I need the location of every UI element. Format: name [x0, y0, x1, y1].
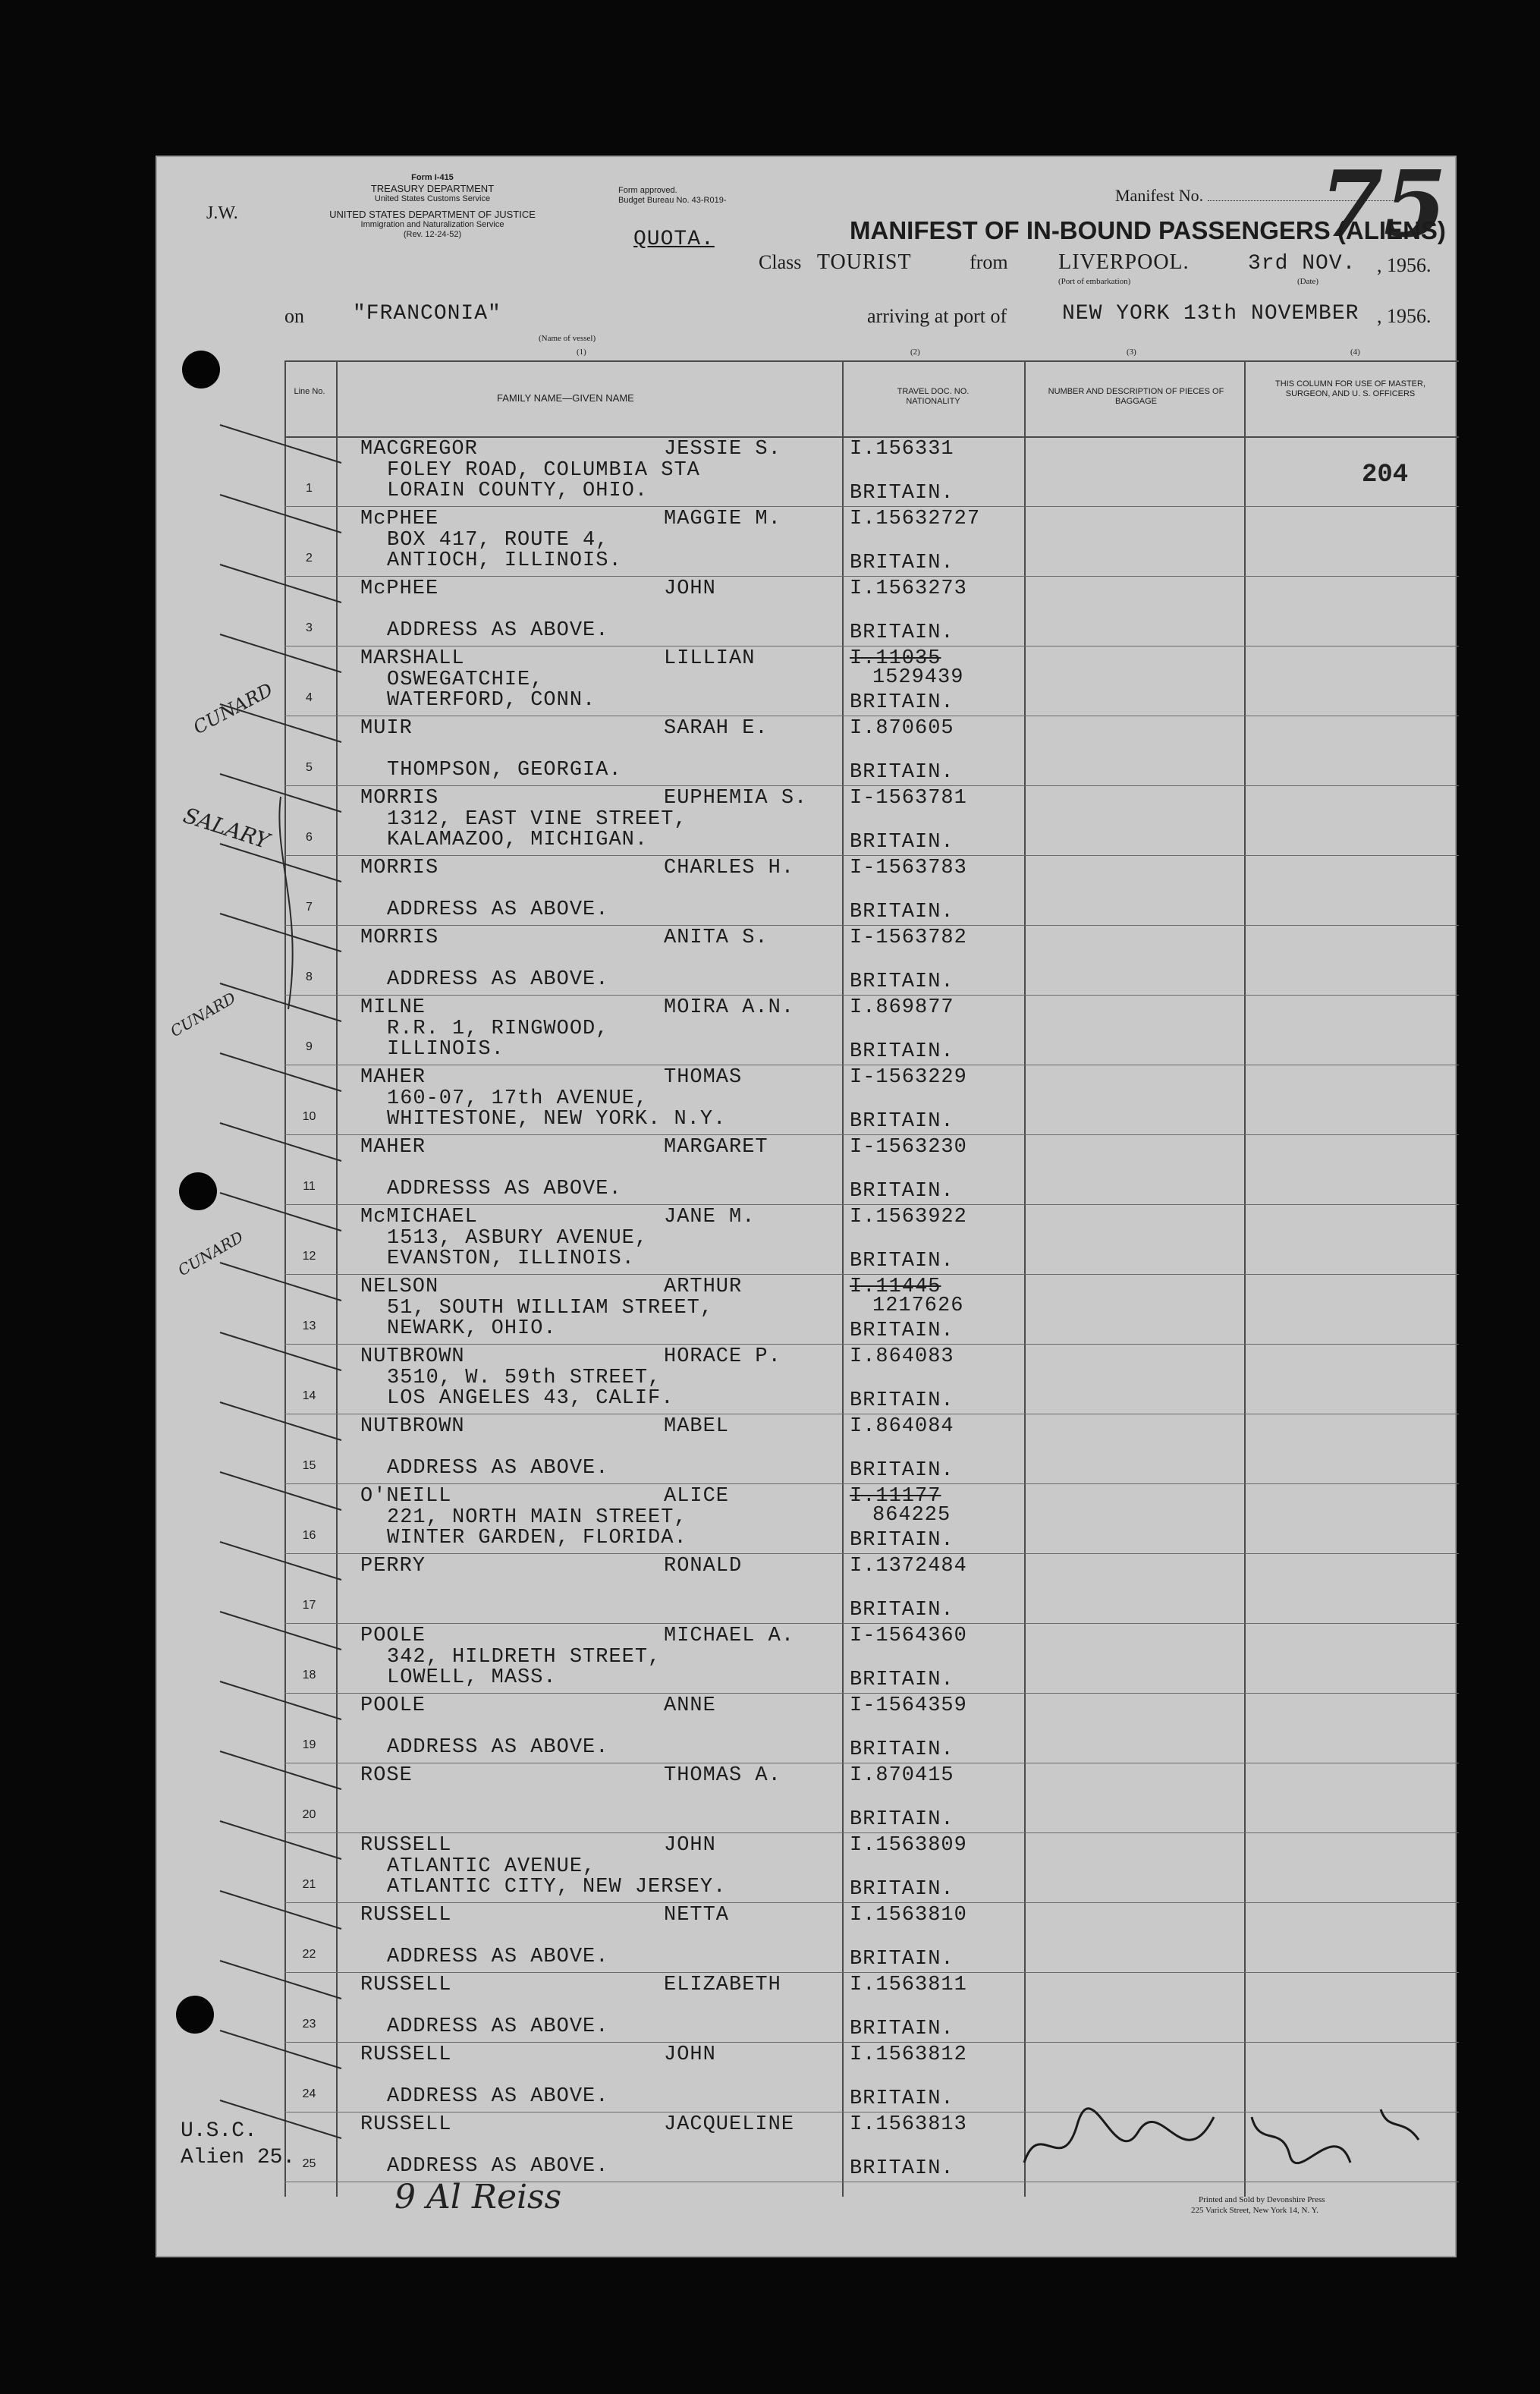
line-number: 11 [303, 1180, 316, 1193]
nationality: BRITAIN. [850, 1878, 954, 1901]
line-number: 7 [306, 901, 313, 914]
printer-line-1: Printed and Sold by Devonshire Press [1199, 2195, 1325, 2204]
address-line-2: LOWELL, MASS. [387, 1666, 557, 1689]
nationality: BRITAIN. [850, 482, 954, 505]
table-row [284, 2042, 1459, 2112]
family-name: MAHER [360, 1136, 426, 1159]
travel-doc-number: I.11445 [850, 1276, 941, 1298]
travel-doc-number: I.864084 [850, 1415, 954, 1438]
col-num-4: (4) [1350, 348, 1360, 357]
address-line-2: LOS ANGELES 43, CALIF. [387, 1387, 674, 1410]
travel-doc-number: I.864083 [850, 1345, 954, 1368]
address-line-1: 1513, ASBURY AVENUE, [387, 1227, 649, 1250]
header-name: FAMILY NAME—GIVEN NAME [497, 392, 634, 404]
dept-ins: Immigration and Naturalization Service [360, 220, 504, 229]
line-number: 19 [302, 1738, 316, 1751]
form-number: Form I-415 [411, 173, 454, 182]
port-caption: (Port of embarkation) [1058, 277, 1131, 286]
family-name: MORRIS [360, 787, 439, 810]
address-line-1: 3510, W. 59th STREET, [387, 1367, 662, 1389]
table-row [284, 1065, 1459, 1135]
margin-note-cunard-2: CUNARD [167, 988, 239, 1041]
nationality: BRITAIN. [850, 970, 954, 993]
given-name: THOMAS [664, 1066, 743, 1089]
given-name: JANE M. [664, 1206, 756, 1228]
family-name: MAHER [360, 1066, 426, 1089]
nationality: BRITAIN. [850, 1389, 954, 1412]
family-name: RUSSELL [360, 2113, 452, 2136]
family-name: RUSSELL [360, 1974, 452, 1996]
address-line-1: R.R. 1, RINGWOOD, [387, 1018, 609, 1040]
travel-doc-number: I-1563229 [850, 1066, 967, 1089]
header-travel-doc: TRAVEL DOC. NO. NATIONALITY [897, 387, 970, 406]
address-line-2: KALAMAZOO, MICHIGAN. [387, 829, 649, 851]
approval-line-2: Budget Bureau No. 43-R019- [618, 196, 727, 205]
table-row [284, 1414, 1459, 1484]
travel-doc-number: I.1563811 [850, 1974, 967, 1996]
family-name: RUSSELL [360, 1834, 452, 1857]
revision: (Rev. 12-24-52) [403, 230, 462, 239]
family-name: MORRIS [360, 926, 439, 949]
family-name: MARSHALL [360, 647, 465, 670]
table-row [284, 1274, 1459, 1345]
nationality: BRITAIN. [850, 901, 954, 923]
line-number: 10 [302, 1110, 316, 1123]
family-name: McPHEE [360, 577, 439, 600]
table-row [284, 2112, 1459, 2182]
line-number: 4 [306, 691, 313, 704]
address-line-1: ATLANTIC AVENUE, [387, 1855, 596, 1878]
date-caption: (Date) [1297, 277, 1319, 286]
address-line-2: ATLANTIC CITY, NEW JERSEY. [387, 1876, 727, 1899]
table-row [284, 576, 1459, 646]
table-row [284, 1134, 1459, 1205]
nationality: BRITAIN. [850, 1948, 954, 1971]
given-name: ANITA S. [664, 926, 768, 949]
footer-handwritten: 9 Al Reiss [394, 2178, 562, 2216]
travel-doc-number-corrected: 1217626 [872, 1295, 964, 1317]
passenger-table [284, 360, 1459, 2197]
address-line-1: FOLEY ROAD, COLUMBIA STA [387, 459, 700, 482]
given-name: HORACE P. [664, 1345, 781, 1368]
table-row [284, 1344, 1459, 1414]
nationality: BRITAIN. [850, 831, 954, 854]
address-line-2: ADDRESS AS ABOVE. [387, 968, 609, 991]
col-num-2: (2) [910, 348, 920, 357]
address-line-2: ADDRESSS AS ABOVE. [387, 1178, 622, 1200]
address-line-1: 1312, EAST VINE STREET, [387, 808, 687, 831]
address-line-1: OSWEGATCHIE, [387, 668, 544, 691]
given-name: ALICE [664, 1485, 730, 1508]
line-number: 8 [306, 970, 313, 983]
family-name: RUSSELL [360, 1904, 452, 1927]
travel-doc-number: I.11177 [850, 1485, 941, 1508]
table-row [284, 1553, 1459, 1624]
travel-doc-number: I.1563273 [850, 577, 967, 600]
nationality: BRITAIN. [850, 621, 954, 644]
table-row [284, 1832, 1459, 1903]
travel-doc-number: I.1563922 [850, 1206, 967, 1228]
approval-block [618, 186, 726, 206]
given-name: JOHN [664, 577, 716, 600]
address-line-1: 160-07, 17th AVENUE, [387, 1087, 649, 1110]
manifest-no-text: Manifest No. [1115, 186, 1204, 205]
vessel-name: "FRANCONIA" [353, 302, 501, 326]
punch-hole-bottom [176, 1996, 214, 2034]
address-line-2: THOMPSON, GEORGIA. [387, 759, 622, 782]
line-number: 2 [306, 552, 313, 565]
punch-hole-middle [179, 1172, 217, 1210]
address-line-2: ADDRESS AS ABOVE. [387, 1457, 609, 1480]
table-row [284, 1902, 1459, 1973]
table-row [284, 785, 1459, 856]
travel-doc-number: I.156331 [850, 438, 954, 461]
vessel-caption: (Name of vessel) [539, 334, 596, 343]
table-row [284, 716, 1459, 786]
nationality: BRITAIN. [850, 1738, 954, 1761]
travel-doc-number: I.1563810 [850, 1904, 967, 1927]
manifest-number: 75 [1320, 151, 1447, 258]
col-num-1: (1) [577, 348, 586, 357]
line-number: 5 [306, 761, 313, 774]
line-number: 6 [306, 831, 313, 844]
usc-label: U.S.C. [181, 2119, 257, 2143]
address-line-2: ADDRESS AS ABOVE. [387, 619, 609, 642]
alien-count: Alien 25. [181, 2146, 296, 2169]
table-header [284, 360, 1459, 438]
given-name: JESSIE S. [664, 438, 781, 461]
table-row [284, 925, 1459, 996]
given-name: JOHN [664, 2043, 716, 2066]
travel-doc-number: I.870605 [850, 717, 954, 740]
nationality: BRITAIN. [850, 1808, 954, 1831]
address-line-2: ANTIOCH, ILLINOIS. [387, 549, 622, 572]
given-name: MAGGIE M. [664, 508, 781, 530]
travel-doc-number: I-1564360 [850, 1625, 967, 1647]
line-number: 13 [302, 1320, 316, 1332]
approval-line-1: Form approved. [618, 186, 677, 195]
line-number: 25 [302, 2157, 316, 2170]
header-line-no: Line No. [294, 387, 325, 396]
travel-doc-number: I-1564359 [850, 1694, 967, 1717]
nationality: BRITAIN. [850, 761, 954, 784]
line-number: 18 [302, 1669, 316, 1681]
nationality: BRITAIN. [850, 1250, 954, 1273]
address-line-2: ADDRESS AS ABOVE. [387, 2085, 609, 2108]
header-officers: THIS COLUMN FOR USE OF MASTER, SURGEON, AND U. S. OFFICERS [1274, 379, 1425, 398]
class-value: TOURIST [816, 250, 912, 274]
travel-doc-number: I.1563812 [850, 2043, 967, 2066]
given-name: JOHN [664, 1834, 716, 1857]
line-number: 1 [306, 482, 313, 495]
travel-doc-number: I-1563783 [850, 857, 967, 879]
address-line-2: ADDRESS AS ABOVE. [387, 1736, 609, 1759]
line-number: 14 [302, 1389, 316, 1402]
table-row [284, 1763, 1459, 1833]
arrival-year: , 1956. [1377, 305, 1432, 327]
table-row [284, 1972, 1459, 2043]
nationality: BRITAIN. [850, 552, 954, 574]
nationality: BRITAIN. [850, 1459, 954, 1482]
address-line-2: ADDRESS AS ABOVE. [387, 2015, 609, 2038]
address-line-2: ADDRESS AS ABOVE. [387, 2155, 609, 2178]
family-name: NUTBROWN [360, 1345, 465, 1368]
table-row [284, 1483, 1459, 1554]
margin-note-cunard-3: CUNARD [174, 1227, 247, 1280]
family-name: MORRIS [360, 857, 439, 879]
given-name: MABEL [664, 1415, 730, 1438]
from-label: from [970, 251, 1008, 273]
family-name: POOLE [360, 1694, 426, 1717]
on-label: on [284, 305, 304, 327]
given-name: SARAH E. [664, 717, 768, 740]
given-name: RONALD [664, 1555, 743, 1578]
given-name: THOMAS A. [664, 1764, 781, 1787]
family-name: ROSE [360, 1764, 413, 1787]
given-name: MARGARET [664, 1136, 768, 1159]
initials: J.W. [206, 203, 238, 223]
class-line [759, 250, 1190, 275]
travel-doc-number: I-1563781 [850, 787, 967, 810]
address-line-1: 342, HILDRETH STREET, [387, 1646, 662, 1669]
family-name: O'NEILL [360, 1485, 452, 1508]
nationality: BRITAIN. [850, 2157, 954, 2180]
arrival-date: 13th NOVEMBER [1183, 302, 1359, 326]
nationality: BRITAIN. [850, 1669, 954, 1691]
table-row [284, 855, 1459, 926]
printer-line-2: 225 Varick Street, New York 14, N. Y. [1191, 2206, 1318, 2215]
given-name: CHARLES H. [664, 857, 795, 879]
travel-doc-number: I.11035 [850, 647, 941, 670]
line-number: 17 [302, 1599, 316, 1612]
nationality: BRITAIN. [850, 1110, 954, 1133]
given-name: MICHAEL A. [664, 1625, 795, 1647]
nationality: BRITAIN. [850, 1599, 954, 1622]
nationality: BRITAIN. [850, 1180, 954, 1203]
nationality: BRITAIN. [850, 1529, 954, 1552]
address-line-2: ILLINOIS. [387, 1038, 504, 1061]
dept-justice: UNITED STATES DEPARTMENT OF JUSTICE [329, 209, 536, 220]
travel-doc-number: I.1563809 [850, 1834, 967, 1857]
quota-label: QUOTA. [633, 228, 715, 251]
table-row [284, 995, 1459, 1065]
line-number: 20 [302, 1808, 316, 1821]
travel-doc-number: I.870415 [850, 1764, 954, 1787]
form-identifier-block [281, 173, 584, 240]
travel-doc-number-corrected: 1529439 [872, 666, 964, 689]
travel-doc-number: I-1563230 [850, 1136, 967, 1159]
table-row [284, 1204, 1459, 1275]
given-name: EUPHEMIA S. [664, 787, 808, 810]
travel-doc-number: I.15632727 [850, 508, 981, 530]
manifest-title: MANIFEST OF IN-BOUND PASSENGERS (ALIENS) [850, 216, 1446, 244]
line-number: 24 [302, 2087, 316, 2100]
family-name: McPHEE [360, 508, 439, 530]
travel-doc-number: I.1372484 [850, 1555, 967, 1578]
dept-customs: United States Customs Service [374, 194, 491, 203]
given-name: MOIRA A.N. [664, 996, 795, 1019]
arrival-port: NEW YORK [1062, 302, 1171, 326]
given-name: ARTHUR [664, 1276, 743, 1298]
officer-note: 204 [1362, 461, 1409, 489]
margin-note-salary: SALARY [180, 802, 273, 854]
line-number: 15 [302, 1459, 316, 1472]
line-number: 9 [306, 1040, 313, 1053]
header-baggage: NUMBER AND DESCRIPTION OF PIECES OF BAGGAGE [1048, 387, 1224, 406]
family-name: POOLE [360, 1625, 426, 1647]
travel-doc-number: I.869877 [850, 996, 954, 1019]
margin-note-cunard-1: CUNARD [190, 678, 277, 739]
travel-doc-number: I-1563782 [850, 926, 967, 949]
family-name: MUIR [360, 717, 413, 740]
address-line-2: ADDRESS AS ABOVE. [387, 898, 609, 921]
address-line-2: NEWARK, OHIO. [387, 1317, 557, 1340]
address-line-2: ADDRESS AS ABOVE. [387, 1946, 609, 1968]
table-row [284, 1693, 1459, 1763]
family-name: NUTBROWN [360, 1415, 465, 1438]
nationality: BRITAIN. [850, 2087, 954, 2110]
nationality: BRITAIN. [850, 691, 954, 714]
dept-treasury: TREASURY DEPARTMENT [370, 183, 495, 194]
address-line-1: 51, SOUTH WILLIAM STREET, [387, 1297, 714, 1320]
nationality: BRITAIN. [850, 2018, 954, 2040]
nationality: BRITAIN. [850, 1040, 954, 1063]
family-name: RUSSELL [360, 2043, 452, 2066]
port-of-embarkation: LIVERPOOL. [1058, 250, 1190, 274]
class-label: Class [759, 251, 802, 273]
line-number: 23 [302, 2018, 316, 2031]
address-line-2: WATERFORD, CONN. [387, 689, 596, 712]
address-line-2: WINTER GARDEN, FLORIDA. [387, 1527, 687, 1549]
travel-doc-number-corrected: 864225 [872, 1504, 951, 1527]
given-name: ANNE [664, 1694, 716, 1717]
line-number: 21 [302, 1878, 316, 1891]
departure-date: 3rd NOV. [1248, 252, 1356, 275]
given-name: NETTA [664, 1904, 730, 1927]
given-name: ELIZABETH [664, 1974, 781, 1996]
address-line-1: 221, NORTH MAIN STREET, [387, 1506, 687, 1529]
table-row [284, 1623, 1459, 1694]
line-number: 3 [306, 621, 313, 634]
departure-year: , 1956. [1377, 254, 1432, 276]
given-name: JACQUELINE [664, 2113, 795, 2136]
family-name: MACGREGOR [360, 438, 478, 461]
family-name: NELSON [360, 1276, 439, 1298]
address-line-2: WHITESTONE, NEW YORK. N.Y. [387, 1108, 727, 1131]
punch-hole-top [182, 351, 220, 389]
col-num-3: (3) [1127, 348, 1136, 357]
family-name: McMICHAEL [360, 1206, 478, 1228]
travel-doc-number: I.1563813 [850, 2113, 967, 2136]
line-number: 16 [302, 1529, 316, 1542]
line-number: 22 [302, 1948, 316, 1961]
line-number: 12 [302, 1250, 316, 1263]
address-line-2: EVANSTON, ILLINOIS. [387, 1247, 635, 1270]
given-name: LILLIAN [664, 647, 756, 670]
family-name: MILNE [360, 996, 426, 1019]
table-row [284, 436, 1459, 507]
table-row [284, 646, 1459, 716]
table-row [284, 506, 1459, 577]
family-name: PERRY [360, 1555, 426, 1578]
address-line-1: BOX 417, ROUTE 4, [387, 529, 609, 552]
address-line-2: LORAIN COUNTY, OHIO. [387, 480, 649, 502]
arriving-label: arriving at port of [867, 305, 1007, 327]
nationality: BRITAIN. [850, 1320, 954, 1342]
